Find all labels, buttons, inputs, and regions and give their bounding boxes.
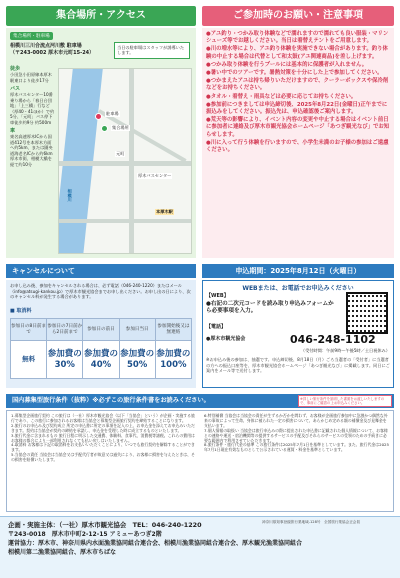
map-label-meeting: 集合場所 (112, 125, 129, 130)
fee-header: 参加日の前日 (83, 319, 119, 341)
note-item: ●タオル・着替え・雨具などは必要に応じてお持ちください。 (206, 93, 357, 100)
cancel-body: お申し込み後、参加をキャンセルされる場合は、必ず電話（046-240-1220）またはメール（info@atsugi-kankou.jp）で厚木市観光協会までお申し出ください。お申し出の日により、次のキャンセル料が発生する場合があります。 (10, 283, 191, 300)
tour-line: 7.個人情報の取扱い 当協会は旅行申込みの際に提出された申込書に記載された個人情報について、お客様との連絡や運送・宿泊機関等の提供するサービスの手配及びそれらのサービスの受領のための手続きに必要な範囲内で利用させていただきます。 (204, 427, 388, 443)
tel-label: 【電話】 (206, 324, 227, 330)
note-item: ●川の増水等により、アユ釣り体験を実施できない場合があります。釣り体験の中止する場合は代替として和太鼓(アユ関連商品)を差し上げます。 (206, 46, 388, 60)
tel-number[interactable]: 046-248-1102 (290, 333, 376, 346)
tour-line: 2.旅行のお申込み及び契約成立 所定の申込書に所定の事項を記入の上、お申込金を添えてお申込みいただきます。契約は当協会が契約の締結を承諾し、申込金を受理した時に成立するものといたします。 (11, 422, 195, 433)
web-label: 【WEB】 (206, 293, 229, 299)
tour-badge: ※詳しい旅行条件を説明した書面をお渡しいたしますので、事前にご確認の上お申込みください。 (298, 395, 392, 407)
road-south (59, 219, 192, 223)
note-item: ●荒天等の影響により、イベント内容の変更や中止する場合はイベント前日に参加者に連絡及び厚木市観光協会ホームページ「あつぎ観光なび」でお知らせします。 (206, 117, 390, 138)
footer-organizer: 企画・実施主体：（一社）厚木市観光協会 TEL：046-240-1220 (8, 521, 202, 529)
meeting-pin-icon (101, 125, 108, 132)
parking-note: 当日の駐車場はスタッフが誘導いたします。 (114, 42, 190, 59)
road-main (59, 161, 192, 166)
web-text: ●右記の二次元コードを読み取り申込みフォームから必要事項を入力。 (206, 301, 334, 314)
access-header: 集合場所・アクセス (6, 6, 196, 26)
map-label-motomachi: 元町 (116, 151, 125, 156)
map-label-station: 本厚木駅 (156, 209, 173, 214)
bus-text: 厚木バスセンター10番乗り場から「春日台団地」「上三橋」行など（厚40・41ほか）で約5分、「元町」バス停下車徒歩約9分 約500m (10, 92, 55, 125)
tour-line: 8.旅行条件・旅行代金の基準 この旅行条件は2025年7月1日を基準としています。また、旅行代金は2025年7月1日現在有効なものとして公示されている運賃・料金を基準としています。 (204, 442, 390, 453)
note-item: ●つかまえたアユは持ち帰りいただけますので、クーラーボックスや保冷剤などをお持ちください。 (206, 78, 389, 92)
tel-org: ●厚木市観光協会 (206, 336, 246, 342)
car-label: 車 (10, 127, 16, 134)
tour-line: 4.取消料 お客様は下記の取消料をお支払いいただくことにより、いつでも旅行契約を解除することができます。 (11, 442, 195, 453)
fee-value: 参加費の100% (155, 341, 191, 379)
tour-line: 1.募集型企画旅行契約 この旅行は（一社）厚木市観光協会（以下「当協会」という）が企画・実施する旅行であり、この旅行に参加されるお客様は当協会と募集型企画旅行契約を締結することになります。 (11, 413, 195, 423)
footer-license: 神奈川県知事登録旅行業地域-128号 全国旅行業協会正会員 (262, 520, 360, 524)
fee-free: 無料 (11, 341, 47, 379)
note-item: ●つかみ取り体験を行うプールには基本的に保護者が入れません。 (206, 61, 368, 68)
apply-header: 申込期間：2025年8月12日（火曜日） (202, 264, 394, 278)
tour-line: 6.特別補償 当協会は当協会の責任が生ずるか否かを問わず、お客様が企画旅行参加中に急激かつ偶然な外来の事故によって生命、身体に被られた一定の損害について、あらかじめ定める額の補償金及び見舞金を支払います。 (204, 413, 388, 428)
meeting-address: （〒243-0002 厚木市元町15-24） (10, 50, 95, 56)
fee-value: 参加費の40% (83, 341, 119, 379)
table-row (11, 341, 192, 379)
car-text: 東名高速厚木ICから国道412号を本厚木方面へ約5km、または圏央道海老名ICから約6km 厚木市街、相模大橋を経て約10分 (10, 133, 53, 167)
cancel-header: キャンセルについて (6, 264, 196, 278)
fee-header: 参加日当日 (119, 319, 155, 341)
map-label-river: 相模川 (67, 189, 73, 202)
map-label-parking: 駐車場 (106, 111, 119, 116)
tour-body (6, 410, 394, 512)
fee-value: 参加費の50% (119, 341, 155, 379)
footer-address: 〒243-0018 厚木市中町2-12-15 アミューあつぎ2階 (8, 531, 162, 538)
fee-value: 参加費の30% (47, 341, 83, 379)
apply-notice: ※お申込み後の参加は、抽選です。申込締切後、8月18日（月）ごろ当選者の「受付者」に当選者の方への振込口座等を、厚木市観光協会ホームページ「あつぎ観光なび」に掲載します。同日にご案内をメール等で送付します。 (206, 357, 390, 374)
footer-operators: 運営協力：厚木市、神奈川県内水面漁業協同組合連合会、相模川漁業協同組合連合会、厚木観光漁業協同組合 (8, 540, 303, 547)
map-label-bus-center: 厚木バスセンター (138, 173, 172, 178)
parking-pin-icon (95, 113, 102, 120)
fee-header: 参加日の7日前から2日前まで (47, 319, 83, 341)
tour-header: 国内募集型旅行条件（抜粋）※必ずこの旅行条件書をお読みください。 (6, 394, 394, 408)
tel-hours: （受付時間：午前9時～午後5時／土日祝休み） (300, 348, 390, 353)
tour-line: 3.旅行代金に含まれるもの 旅行日程に明示した交通費、体験料、食事代、消費税等諸税。これらの費用はお客様の都合により一部利用されなくても払い戻しはいたしません。 (11, 432, 195, 443)
fee-heading: ■ 取消料 (10, 308, 32, 314)
tour-line: 5.当協会の責任 当協会は当協会又は手配代行者が故意又は過失により、お客様に損害を与えたときは、その損害を賠償いたします。 (11, 452, 195, 463)
notes-header: ご参加時のお願い・注意事項 (202, 6, 394, 26)
bus-label: バス (10, 85, 21, 92)
qr-code-icon[interactable] (346, 292, 388, 334)
footer (0, 516, 400, 578)
walk-label: 徒歩 (10, 66, 21, 72)
walk-text: 小田急小田原線本厚木駅東口より徒歩17分 (10, 72, 52, 83)
notes-panel (202, 28, 394, 258)
note-item: ●暑い中でのツアーです。暑熱対策を十分にした上で参加してください。 (206, 70, 383, 77)
road-diagonal (98, 109, 187, 162)
fee-header: 参加日の8日前まで (11, 319, 47, 341)
table-row (11, 319, 192, 341)
note-item: ●参加前につきましては申込締切後、2025年8月22日(金曜日)正午までに振込みをしてください。振込先は、申込確認後ご案内します。 (206, 101, 388, 116)
meeting-badge: 集合場所・駐車場 (10, 32, 53, 40)
apply-method: WEBまたは、お電話でお申込みください (242, 285, 354, 292)
meeting-place: 相模川三川合流点河川敷 駐車場 (10, 43, 82, 49)
fee-header: 参加開始後又は無連絡 (155, 319, 191, 341)
access-map (58, 68, 192, 254)
cancel-fee-table (10, 318, 192, 379)
note-item: ●アユ釣り・つかみ取り体験などで濡れますので濡れても良い服装・マリンシューズ等でお越しください。当日は着替えテントをご用意します。 (206, 31, 389, 45)
note-item: ●川に入って行う体験を行いますので、小学生未満のお子様の参加はご遠慮ください。 (206, 139, 389, 154)
road-vertical (129, 69, 134, 254)
access-directions (10, 66, 55, 168)
footer-operators-2: 相模川第二漁業協同組合、厚木市ちばな (8, 549, 117, 556)
